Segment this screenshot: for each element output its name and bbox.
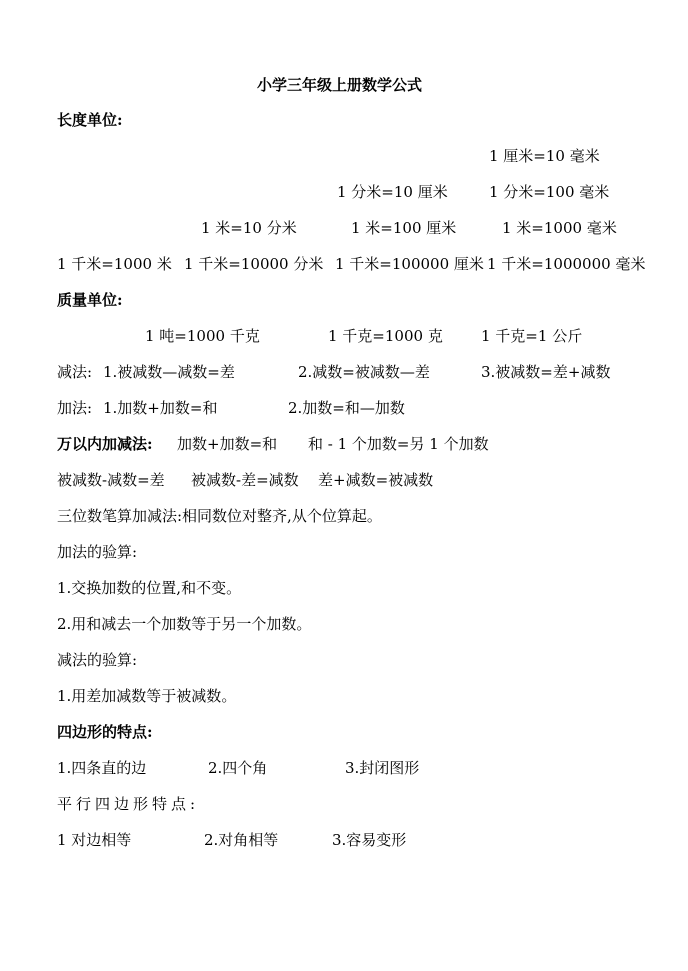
- addition-formula: 2.加数=和—加数: [288, 399, 405, 417]
- length-units-heading: 长度单位:: [57, 111, 123, 129]
- parallelogram-item: 2.对角相等: [204, 831, 279, 849]
- minuend-formula: 被减数-减数=差: [57, 471, 165, 489]
- length-unit-item: 1 千米=100000 厘米: [335, 255, 484, 273]
- within-10000-formula: 和 - 1 个加数=另 1 个加数: [308, 435, 489, 453]
- parallelogram-item: 3.容易变形: [332, 831, 407, 849]
- addition-check-item: 2.用和减去一个加数等于另一个加数。: [57, 615, 312, 633]
- length-unit-item: 1 米=100 厘米: [351, 219, 457, 237]
- length-unit-item: 1 厘米=10 毫米: [489, 147, 600, 165]
- mass-unit-item: 1 吨=1000 千克: [145, 327, 260, 345]
- mass-units-heading: 质量单位:: [57, 291, 123, 309]
- within-10000-formula: 加数+加数=和: [177, 435, 278, 453]
- subtraction-check-item: 1.用差加减数等于被减数。: [57, 687, 237, 705]
- addition-formula: 1.加数+加数=和: [103, 399, 218, 417]
- length-unit-item: 1 米=10 分米: [201, 219, 297, 237]
- minuend-formula: 差+减数=被减数: [318, 471, 434, 489]
- length-unit-item: 1 米=1000 毫米: [502, 219, 617, 237]
- addition-check-heading: 加法的验算:: [57, 543, 138, 561]
- length-unit-item: 1 千米=1000000 毫米: [487, 255, 646, 273]
- length-unit-item: 1 分米=10 厘米: [337, 183, 448, 201]
- subtraction-formula: 2.减数=被减数—差: [298, 363, 430, 381]
- quadrilateral-item: 1.四条直的边: [57, 759, 147, 777]
- within-10000-label: 万以内加减法:: [57, 435, 153, 453]
- minuend-formula: 被减数-差=减数: [191, 471, 299, 489]
- parallelogram-heading: 平行四边形特点:: [57, 795, 200, 813]
- mass-unit-item: 1 千克=1000 克: [328, 327, 443, 345]
- length-unit-item: 1 千米=1000 米: [57, 255, 172, 273]
- quadrilateral-item: 2.四个角: [208, 759, 268, 777]
- page-title: 小学三年级上册数学公式: [257, 76, 423, 94]
- parallelogram-item: 1 对边相等: [57, 831, 132, 849]
- subtraction-label: 减法:: [57, 363, 93, 381]
- length-unit-item: 1 分米=100 毫米: [489, 183, 610, 201]
- addition-label: 加法:: [57, 399, 93, 417]
- subtraction-formula: 3.被减数=差+减数: [481, 363, 611, 381]
- mass-unit-item: 1 千克=1 公斤: [481, 327, 583, 345]
- quadrilateral-item: 3.封闭图形: [345, 759, 420, 777]
- addition-check-item: 1.交换加数的位置,和不变。: [57, 579, 242, 597]
- three-digit-rule: 三位数笔算加减法:相同数位对整齐,从个位算起。: [57, 507, 382, 525]
- subtraction-check-heading: 减法的验算:: [57, 651, 138, 669]
- length-unit-item: 1 千米=10000 分米: [184, 255, 324, 273]
- subtraction-formula: 1.被减数—减数=差: [103, 363, 235, 381]
- quadrilateral-heading: 四边形的特点:: [57, 723, 153, 741]
